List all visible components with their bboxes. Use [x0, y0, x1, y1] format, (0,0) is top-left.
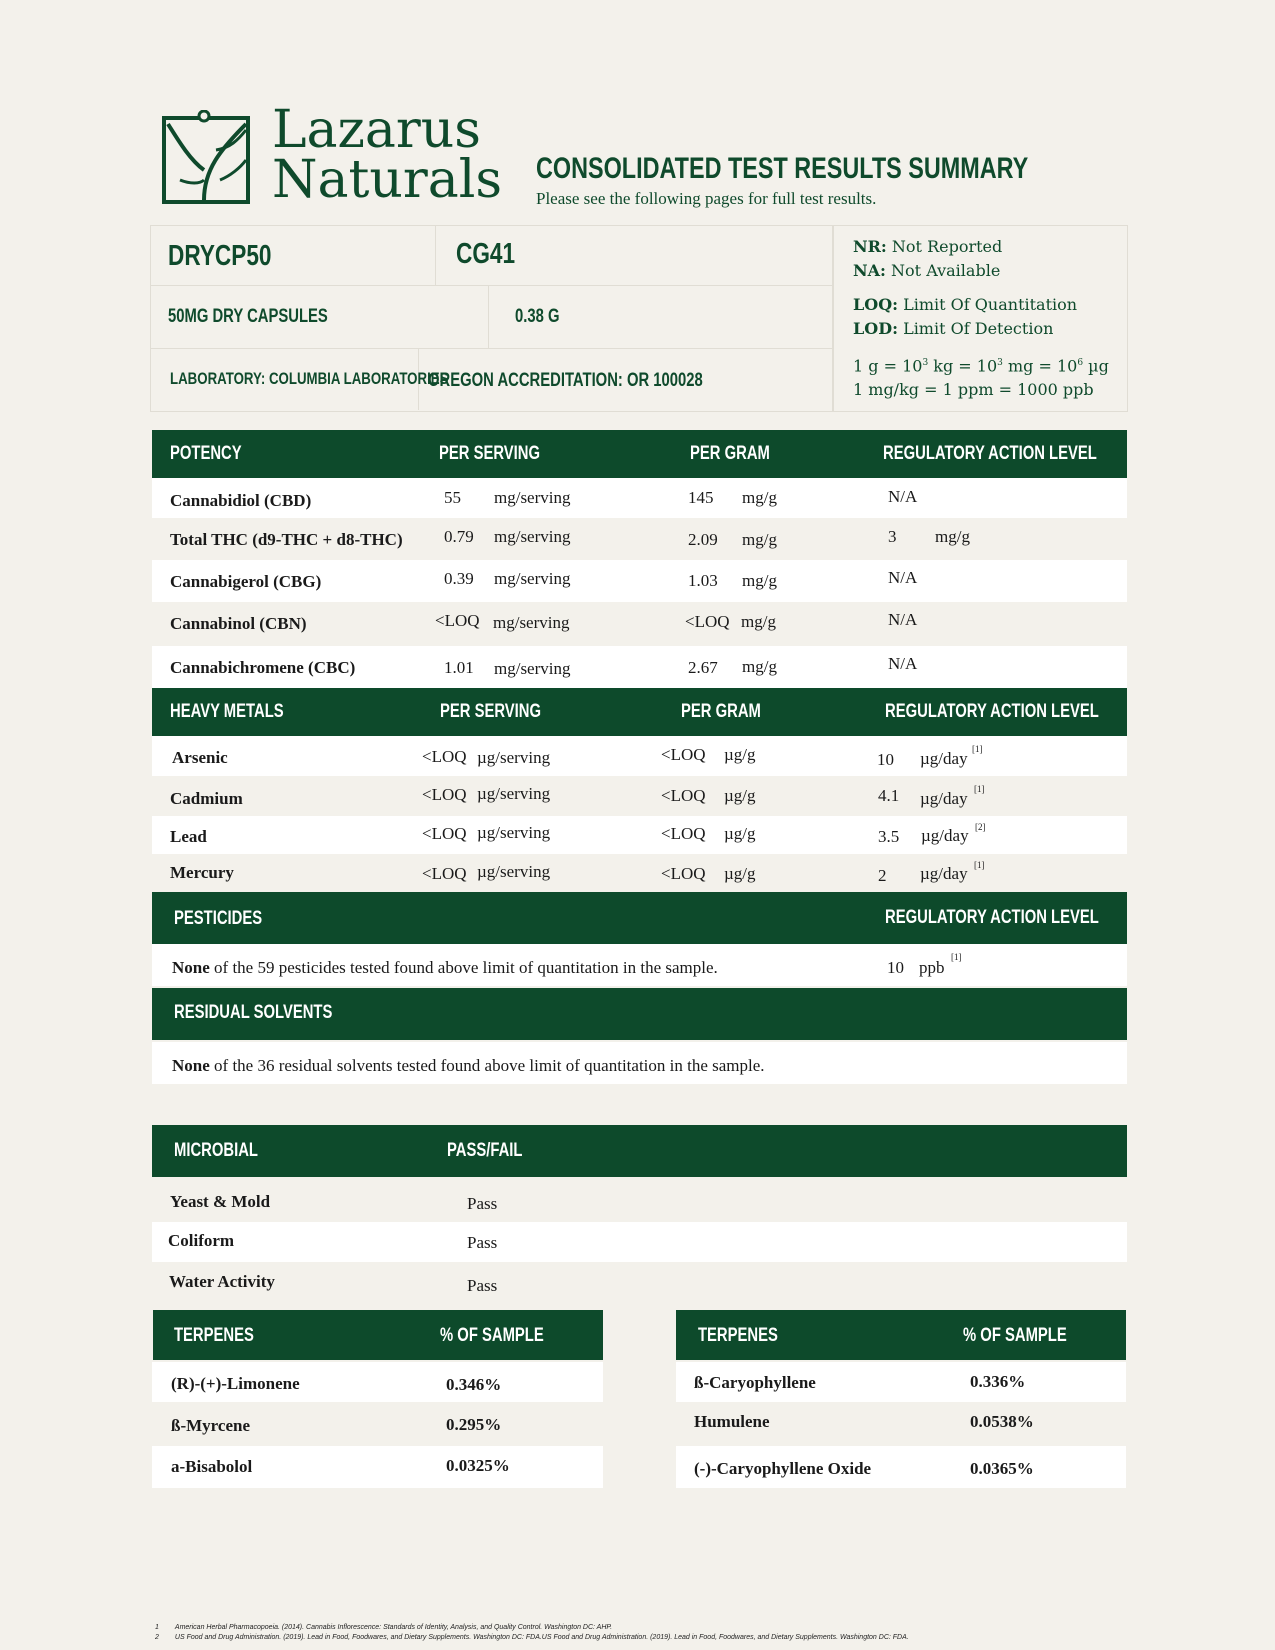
table-row: Cannabigerol (CBG) 0.39 mg/serving 1.03 mg/g N/A	[152, 560, 1127, 602]
table-row: Lead <LOQ µg/serving <LOQ µg/g 3.5 µg/day [2]	[152, 816, 1127, 854]
table-row: a-Bisabolol 0.0325%	[152, 1446, 603, 1488]
table-row: ß-Myrcene 0.295%	[171, 1415, 502, 1435]
product-sku: DRYCP50	[168, 240, 272, 272]
table-row: Yeast & Mold Pass	[170, 1192, 498, 1213]
table-row: Cadmium <LOQ µg/serving <LOQ µg/g 4.1 µg/day [1]	[170, 784, 985, 808]
table-row: Mercury <LOQ µg/serving <LOQ µg/g 2 µg/day [1]	[170, 860, 985, 885]
pesticides-header: PESTICIDES REGULATORY ACTION LEVEL	[152, 892, 1127, 944]
table-row: Humulene 0.0538%	[694, 1412, 1034, 1431]
table-row: Arsenic <LOQ µg/serving <LOQ µg/g 10 µg/day [1]	[152, 736, 1127, 776]
terpenes-left-header: TERPENES % OF SAMPLE	[153, 1310, 603, 1360]
table-row: Cannabidiol (CBD) 55 mg/serving 145 mg/g N/A	[152, 478, 1127, 518]
table-row: Coliform Pass	[152, 1222, 1127, 1262]
leaf-logo-icon	[160, 110, 252, 206]
brand-name-line2: Naturals	[272, 150, 503, 210]
microbial-header: MICROBIAL PASS/FAIL	[152, 1125, 1127, 1177]
table-row: ß-Caryophyllene 0.336%	[676, 1362, 1126, 1402]
table-row: (-)-Caryophyllene Oxide 0.0365%	[676, 1446, 1126, 1488]
summary-subtitle: Please see the following pages for full test results.	[536, 189, 877, 208]
laboratory-name: LABORATORY: COLUMBIA LABORATORIES	[170, 369, 449, 388]
accreditation: OREGON ACCREDITATION: OR 100028	[428, 370, 703, 391]
solvents-result: None of the 36 residual solvents tested found above limit of quantitation in the sample.	[152, 1042, 1127, 1084]
footnote-2: 2 US Food and Drug Administration. (2019). Lead in Food, Foodwares, and Dietary Supplements. Washington DC: FDA.US Food and Drug Administration. (2019). Lead in Food, Foodwares, and Dietary Supplements. Washington DC: FDA.	[155, 1634, 909, 1641]
table-row: Cannabichromene (CBC) 1.01 mg/serving 2.67 mg/g N/A	[152, 646, 1127, 688]
table-row: (R)-(+)-Limonene 0.346%	[152, 1362, 603, 1402]
brand-logo	[160, 100, 503, 210]
brand-name-line1: Lazarus	[272, 100, 481, 160]
potency-header: POTENCY PER SERVING PER GRAM REGULATORY ACTION LEVEL	[152, 430, 1127, 478]
footnote-1: 1 American Herbal Pharmacopoeia. (2014). Cannabis Inflorescence: Standards of Identity, Analysis, and Quality Control. Washington DC: AHP.	[155, 1624, 613, 1631]
table-row: Total THC (d9-THC + d8-THC) 0.79 mg/serving 2.09 mg/g 3 mg/g	[170, 527, 970, 549]
summary-title: CONSOLIDATED TEST RESULTS SUMMARY	[536, 152, 1029, 185]
product-name: 50MG DRY CAPSULES	[168, 306, 328, 327]
legend: NR: Not Reported NA: Not Available LOQ: Limit Of Quantitation LOD: Limit Of Detection 1 $g = 10^3$ kg = $10^3$ mg = $10^6$ µg 1 mg/kg = 1 ppm = 1000 ppb	[853, 237, 1109, 400]
terpenes-right-header: TERPENES % OF SAMPLE	[676, 1310, 1126, 1360]
batch-code: CG41	[456, 238, 516, 270]
table-row: Water Activity Pass	[169, 1272, 498, 1295]
residual-solvents-header: RESIDUAL SOLVENTS	[152, 988, 1127, 1040]
heavy-metals-header: HEAVY METALS PER SERVING PER GRAM REGULATORY ACTION LEVEL	[152, 688, 1127, 736]
pesticides-result: None of the 59 pesticides tested found above limit of quantitation in the sample. 10 ppb [1]	[152, 944, 1127, 986]
table-row: Cannabinol (CBN) <LOQ mg/serving <LOQ mg/g N/A	[170, 610, 918, 633]
product-weight: 0.38 G	[515, 306, 560, 327]
